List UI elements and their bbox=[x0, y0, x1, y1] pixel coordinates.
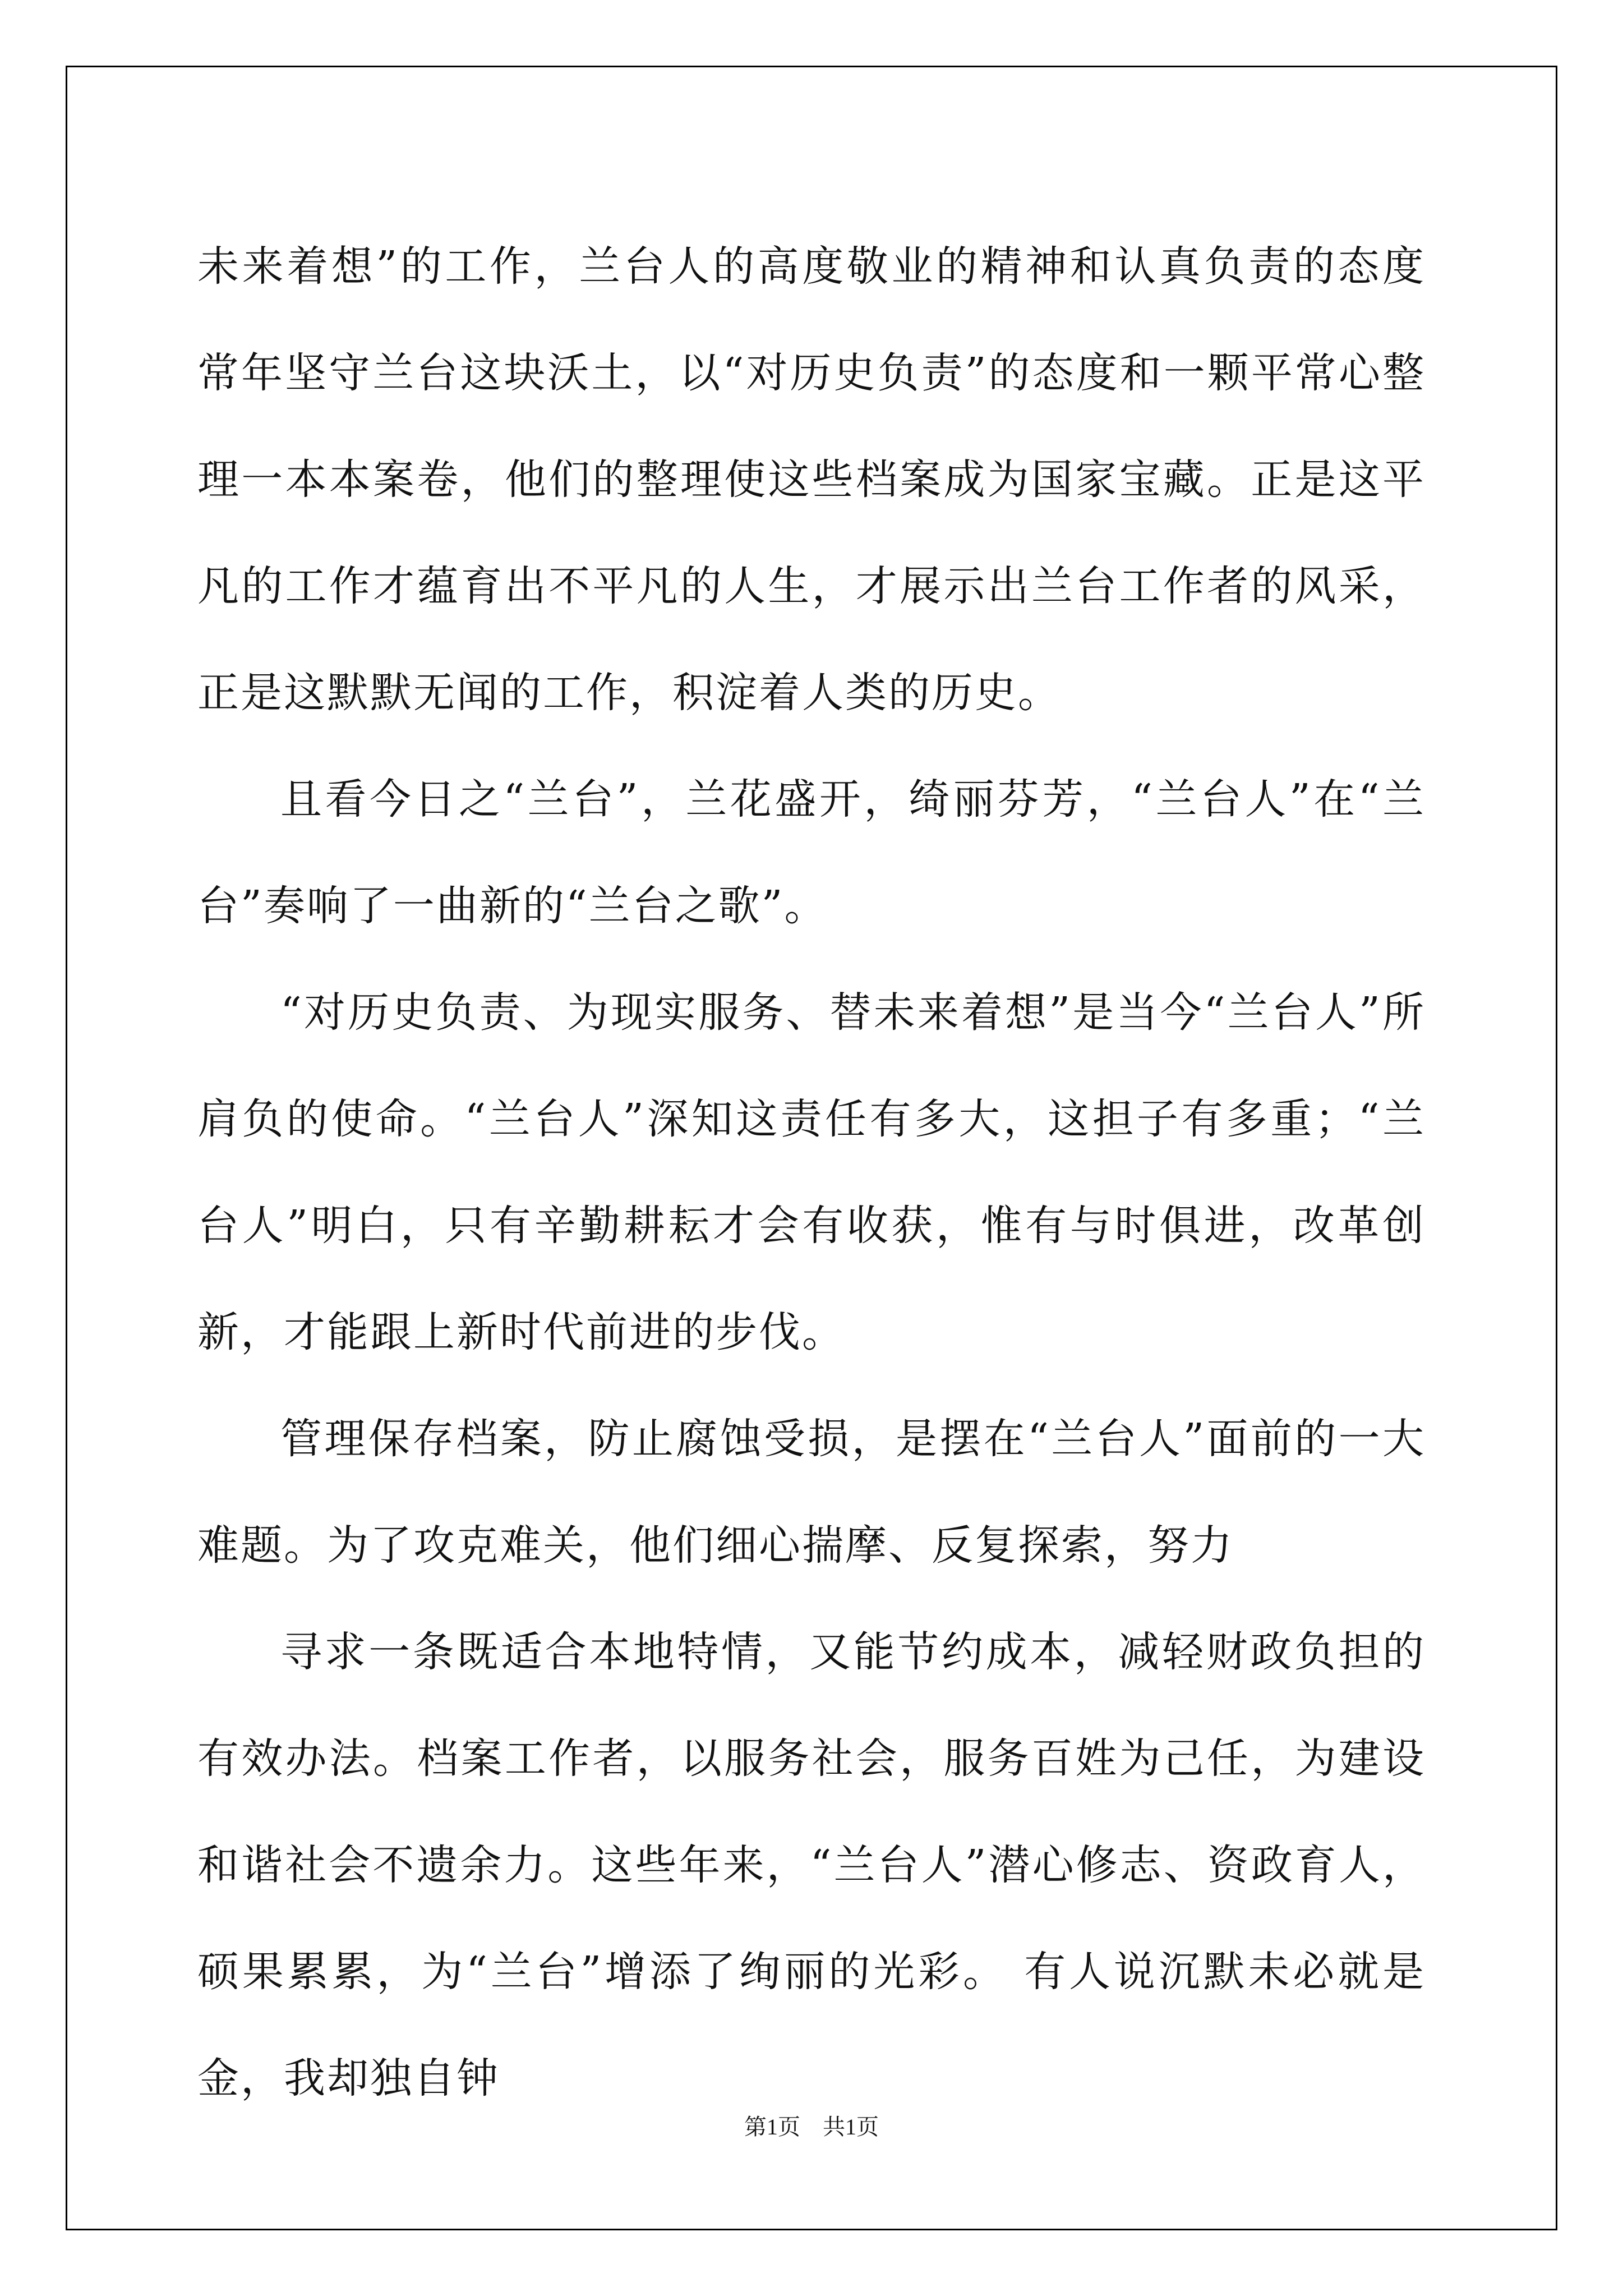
paragraph-2: 且看今日之“兰台”，兰花盛开，绮丽芬芳，“兰台人”在“兰台”奏响了一曲新的“兰台之歌”。 bbox=[197, 775, 1426, 930]
document-body bbox=[197, 213, 1426, 2132]
paragraph-3: “对历史负责、为现实服务、替未来着想”是当今“兰台人”所肩负的使命。“兰台人”深知这责任有多大，这担子有多重；“兰台人”明白，只有辛勤耕耘才会有收获，惟有与时俱进，改革创新，才能跟上新时代前进的步伐。 bbox=[197, 988, 1426, 1356]
page-number-footer: 第1页 共1页 bbox=[744, 2114, 879, 2139]
paragraph-5: 寻求一条既适合本地特情，又能节约成本，减轻财政负担的有效办法。档案工作者，以服务社会，服务百姓为己任，为建设和谐社会不遗余力。这些年来，“兰台人”潜心修志、资政育人，硕果累累，为“兰台”增添了绚丽的光彩。 有人说沉默未必就是金，我却独自钟 bbox=[197, 1628, 1426, 2102]
paragraph-4: 管理保存档案，防止腐蚀受损，是摆在“兰台人”面前的一大难题。为了攻克难关，他们细心揣摩、反复探索，努力 bbox=[197, 1415, 1426, 1570]
paragraph-1: 未来着想”的工作，兰台人的高度敬业的精神和认真负责的态度常年坚守兰台这块沃土，以“对历史负责”的态度和一颗平常心整理一本本案卷，他们的整理使这些档案成为国家宝藏。正是这平凡的工作才蕴育出不平凡的人生，才展示出兰台工作者的风采，正是这默默无闻的工作，积淀着人类的历史。 bbox=[197, 242, 1426, 717]
